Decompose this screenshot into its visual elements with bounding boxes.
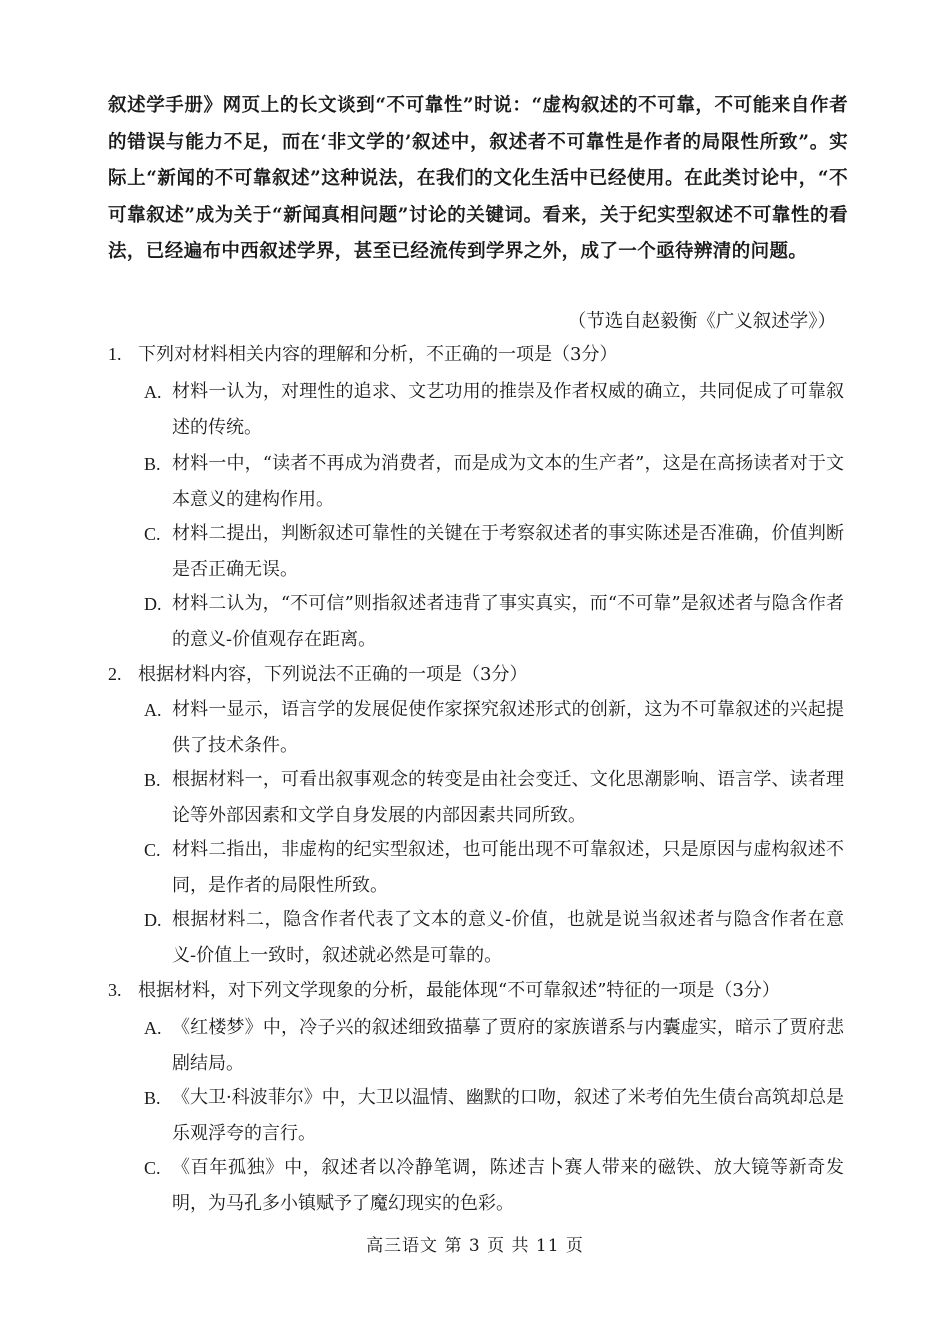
question-text: 根据材料，对下列文学现象的分析，最能体现“不可靠叙述”特征的一项是（3分） — [138, 980, 780, 1001]
question-2-option-d — [144, 902, 844, 974]
option-text: 材料二认为，“不可信”则指叙述者违背了事实真实，而“不可靠”是叙述者与隐含作者的意义-价值观存在距离。 — [172, 593, 844, 650]
option-text: 《红楼梦》中，冷子兴的叙述细致描摹了贾府的家族谱系与内囊虚实，暗示了贾府悲剧结局。 — [172, 1017, 844, 1074]
question-3-stem — [108, 974, 848, 1007]
question-1-option-d — [144, 586, 844, 658]
question-number: 1. — [108, 344, 122, 364]
option-letter: D. — [144, 594, 162, 614]
option-letter: D. — [144, 910, 162, 930]
question-3-option-c — [144, 1150, 844, 1222]
option-letter: A. — [144, 1018, 162, 1038]
question-3-option-b — [144, 1080, 844, 1152]
option-text: 根据材料一，可看出叙事观念的转变是由社会变迁、文化思潮影响、语言学、读者理论等外部因素和文学自身发展的内部因素共同所致。 — [172, 769, 844, 826]
option-letter: B. — [144, 454, 161, 474]
reading-passage: 叙述学手册》网页上的长文谈到“不可靠性”时说：“虚构叙述的不可靠，不可能来自作者的错误与能力不足，而在‘非文学的’叙述中，叙述者不可靠性是作者的局限性所致”。实际上“新闻的不可靠叙述”这种说法，在我们的文化生活中已经使用。在此类讨论中，“不可靠叙述”成为关于“新闻真相问题”讨论的关键词。看来，关于纪实型叙述不可靠性的看法，已经遍布中西叙述学界，甚至已经流传到学界之外，成了一个亟待辨清的问题。 — [108, 95, 848, 262]
option-letter: B. — [144, 770, 161, 790]
option-text: 材料二指出，非虚构的纪实型叙述，也可能出现不可靠叙述，只是原因与虚构叙述不同，是作者的局限性所致。 — [172, 839, 844, 896]
question-number: 2. — [108, 664, 122, 684]
option-text: 材料一认为，对理性的追求、文艺功用的推崇及作者权威的确立，共同促成了可靠叙述的传统。 — [172, 381, 844, 438]
page-footer: 高三语文 第 3 页 共 11 页 — [366, 1236, 584, 1256]
question-text: 根据材料内容，下列说法不正确的一项是（3分） — [138, 664, 528, 685]
question-text: 下列对材料相关内容的理解和分析，不正确的一项是（3分） — [138, 344, 618, 365]
option-letter: A. — [144, 382, 162, 402]
question-1-option-c — [144, 516, 844, 588]
question-1-option-b — [144, 446, 844, 518]
question-2-option-a — [144, 692, 844, 764]
option-letter: C. — [144, 840, 161, 860]
option-letter: A. — [144, 700, 162, 720]
question-1-option-a — [144, 374, 844, 446]
option-text: 根据材料二，隐含作者代表了文本的意义-价值，也就是说当叙述者与隐含作者在意义-价值上一致时，叙述就必然是可靠的。 — [172, 909, 844, 966]
option-letter: C. — [144, 1158, 161, 1178]
option-letter: B. — [144, 1088, 161, 1108]
question-2-stem — [108, 658, 848, 691]
passage-source: （节选自赵毅衡《广义叙述学》） — [567, 311, 836, 332]
option-letter: C. — [144, 524, 161, 544]
question-3-option-a — [144, 1010, 844, 1082]
question-1-stem — [108, 338, 848, 371]
option-text: 《百年孤独》中，叙述者以冷静笔调，陈述吉卜赛人带来的磁铁、放大镜等新奇发明，为马孔多小镇赋予了魔幻现实的色彩。 — [172, 1157, 844, 1214]
option-text: 材料一中，“读者不再成为消费者，而是成为文本的生产者”，这是在高扬读者对于文本意义的建构作用。 — [172, 453, 844, 510]
question-2-option-b — [144, 762, 844, 834]
question-number: 3. — [108, 980, 122, 1000]
question-2-option-c — [144, 832, 844, 904]
option-text: 材料一显示，语言学的发展促使作家探究叙述形式的创新，这为不可靠叙述的兴起提供了技术条件。 — [172, 699, 844, 756]
option-text: 《大卫·科波菲尔》中，大卫以温情、幽默的口吻，叙述了米考伯先生债台高筑却总是乐观浮夸的言行。 — [172, 1087, 844, 1144]
option-text: 材料二提出，判断叙述可靠性的关键在于考察叙述者的事实陈述是否准确，价值判断是否正确无误。 — [172, 523, 844, 580]
